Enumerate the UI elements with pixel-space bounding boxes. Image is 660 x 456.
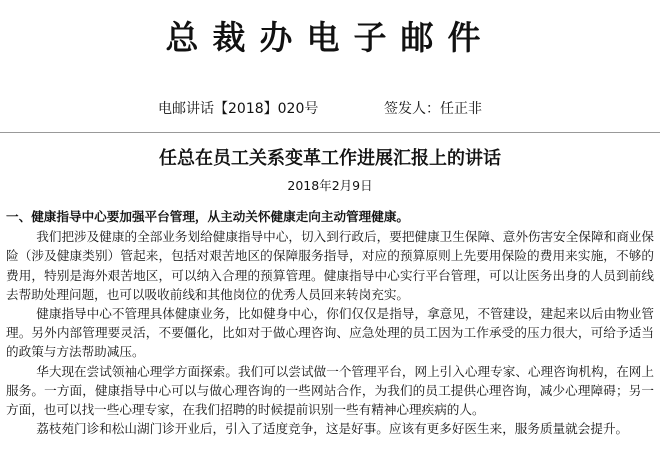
section-heading: 一、健康指导中心要加强平台管理，从主动关怀健康走向主动管理健康。 (6, 209, 409, 224)
body-paragraph-4: 荔枝苑门诊和松山湖门诊开业后，引入了适度竞争，这是好事。应该有更多好医生来，服务质量就会提升。 (36, 421, 629, 437)
speech-title: 任总在员工关系变革工作进展汇报上的讲话 (159, 148, 501, 169)
document-header-title: 总裁办电子邮件 (165, 18, 495, 57)
document-body (6, 207, 654, 438)
body-paragraph-1: 我们把涉及健康的全部业务划给健康指导中心，切入到行政后，要把健康卫生保障、意外伤害安全保障和商业保险（涉及健康类别）管起来，包括对艰苦地区的保障服务指导，对应的预算原则上先要用保险的费用来实施，不够的费用，特别是海外艰苦地区，可以纳入合理的预算管理。健康指导中心实行平台管理，可以让医务出身的人员到前线去帮助处理问题，也可以吸收前线和其他岗位的优秀人员回来转岗充实。 (6, 229, 654, 302)
header-divider (0, 132, 660, 133)
body-paragraph-3: 华大现在尝试领袖心理学方面探索。我们可以尝试做一个管理平台，网上引入心理专家、心理咨询机构，在网上服务。一方面，健康指导中心可以与做心理咨询的一些网站合作，为我们的员工提供心理咨询，减少心理障碍；另一方面，也可以找一些心理专家，在我们招聘的时候提前识别一些有精神心理疾病的人。 (6, 363, 654, 418)
document-reference-number: 电邮讲话【2018】020号 (158, 101, 319, 117)
body-paragraph-2: 健康指导中心不管理具体健康业务，比如健身中心，你们仅仅是指导，拿意见，不管建设，建起来以后由物业管理。另外内部管理要灵活，不要僵化，比如对于做心理咨询、应急处理的员工因为工作承受的压力很大，可给予适当的政策与方法帮助减压。 (6, 306, 654, 360)
speech-date: 2018年2月9日 (287, 178, 373, 193)
document-signer: 签发人：任正非 (384, 101, 482, 117)
